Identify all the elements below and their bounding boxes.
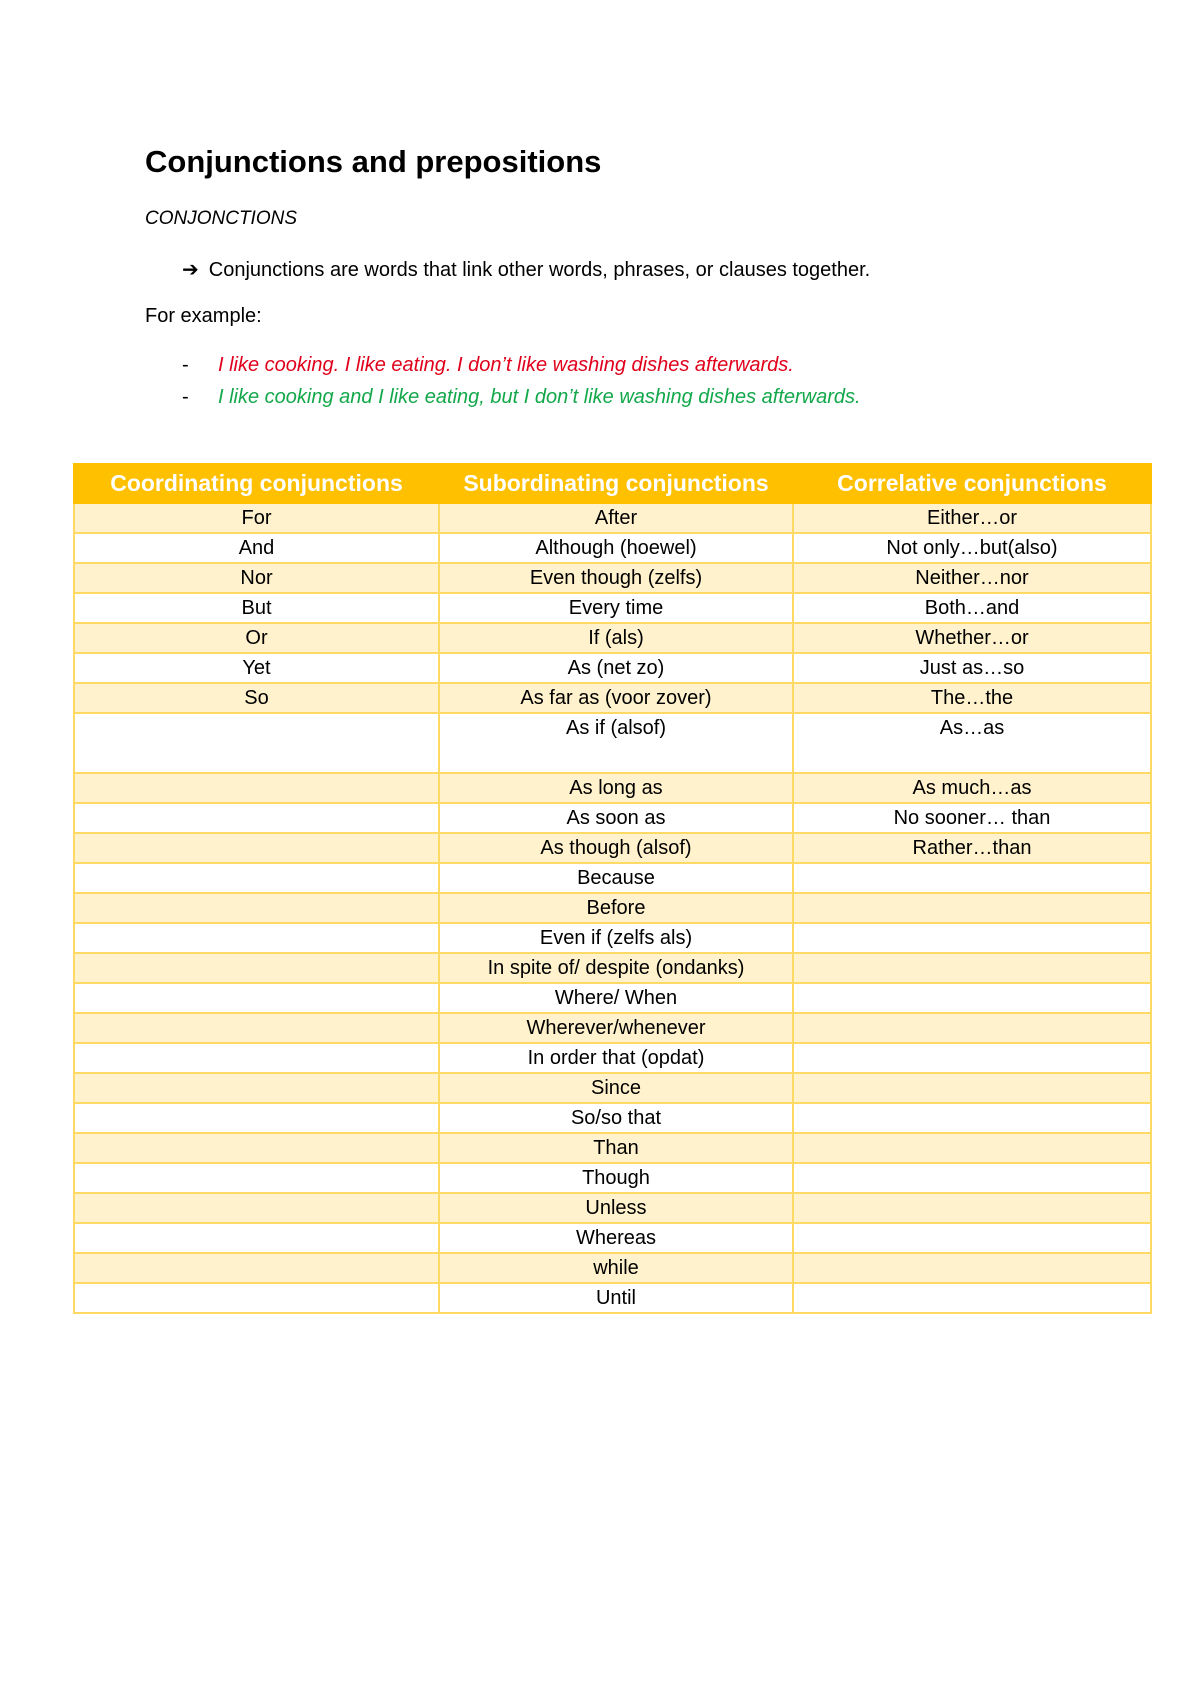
table-header-row bbox=[74, 464, 1151, 503]
cell-subordinating: As long as bbox=[439, 773, 793, 803]
cell-subordinating: Even if (zelfs als) bbox=[439, 923, 793, 953]
cell-subordinating: As soon as bbox=[439, 803, 793, 833]
example-text: I like cooking. I like eating. I don’t like washing dishes afterwards. bbox=[218, 354, 794, 376]
cell-coordinating bbox=[74, 863, 439, 893]
cell-correlative bbox=[793, 863, 1151, 893]
table-row bbox=[74, 1073, 1151, 1103]
table-row bbox=[74, 593, 1151, 623]
table-row bbox=[74, 863, 1151, 893]
table-row bbox=[74, 833, 1151, 863]
cell-correlative: Not only…but(also) bbox=[793, 533, 1151, 563]
cell-subordinating: Wherever/whenever bbox=[439, 1013, 793, 1043]
cell-subordinating: As if (alsof) bbox=[439, 713, 793, 773]
example-item bbox=[182, 354, 794, 377]
cell-coordinating bbox=[74, 1013, 439, 1043]
cell-coordinating bbox=[74, 1073, 439, 1103]
cell-subordinating: In order that (opdat) bbox=[439, 1043, 793, 1073]
definition-line bbox=[182, 257, 870, 282]
cell-correlative bbox=[793, 983, 1151, 1013]
table-row bbox=[74, 1283, 1151, 1313]
cell-subordinating: Where/ When bbox=[439, 983, 793, 1013]
cell-correlative: Either…or bbox=[793, 503, 1151, 533]
section-label: CONJONCTIONS bbox=[145, 208, 297, 229]
header-subordinating: Subordinating conjunctions bbox=[439, 464, 793, 503]
table-row bbox=[74, 563, 1151, 593]
cell-correlative bbox=[793, 1133, 1151, 1163]
cell-correlative bbox=[793, 923, 1151, 953]
table-row bbox=[74, 1223, 1151, 1253]
cell-subordinating: As (net zo) bbox=[439, 653, 793, 683]
cell-coordinating: Yet bbox=[74, 653, 439, 683]
cell-subordinating: while bbox=[439, 1253, 793, 1283]
cell-coordinating bbox=[74, 1223, 439, 1253]
table-row bbox=[74, 803, 1151, 833]
table-row bbox=[74, 623, 1151, 653]
table-row bbox=[74, 533, 1151, 563]
table-row bbox=[74, 1163, 1151, 1193]
cell-correlative bbox=[793, 1193, 1151, 1223]
cell-subordinating: Even though (zelfs) bbox=[439, 563, 793, 593]
cell-correlative bbox=[793, 893, 1151, 923]
table-row bbox=[74, 1253, 1151, 1283]
cell-coordinating bbox=[74, 1043, 439, 1073]
cell-subordinating: Since bbox=[439, 1073, 793, 1103]
cell-correlative: Whether…or bbox=[793, 623, 1151, 653]
cell-subordinating: As though (alsof) bbox=[439, 833, 793, 863]
definition-text: Conjunctions are words that link other words, phrases, or clauses together. bbox=[208, 259, 871, 281]
cell-subordinating: If (als) bbox=[439, 623, 793, 653]
cell-correlative: No sooner… than bbox=[793, 803, 1151, 833]
table-row bbox=[74, 683, 1151, 713]
table-row bbox=[74, 713, 1151, 773]
cell-subordinating: Every time bbox=[439, 593, 793, 623]
cell-coordinating bbox=[74, 833, 439, 863]
table-row bbox=[74, 653, 1151, 683]
cell-coordinating bbox=[74, 953, 439, 983]
arrow-right-icon: ➔ bbox=[182, 259, 199, 281]
cell-subordinating: As far as (voor zover) bbox=[439, 683, 793, 713]
cell-subordinating: Though bbox=[439, 1163, 793, 1193]
table-row bbox=[74, 773, 1151, 803]
example-item bbox=[182, 386, 861, 409]
cell-correlative bbox=[793, 1223, 1151, 1253]
table-body bbox=[74, 503, 1151, 1313]
cell-subordinating: In spite of/ despite (ondanks) bbox=[439, 953, 793, 983]
cell-subordinating: After bbox=[439, 503, 793, 533]
table-row bbox=[74, 1013, 1151, 1043]
cell-coordinating bbox=[74, 803, 439, 833]
cell-correlative: As…as bbox=[793, 713, 1151, 773]
cell-coordinating bbox=[74, 1133, 439, 1163]
cell-subordinating: So/so that bbox=[439, 1103, 793, 1133]
cell-correlative bbox=[793, 953, 1151, 983]
cell-coordinating: And bbox=[74, 533, 439, 563]
table-row bbox=[74, 983, 1151, 1013]
cell-correlative bbox=[793, 1283, 1151, 1313]
table-row bbox=[74, 1043, 1151, 1073]
cell-correlative: The…the bbox=[793, 683, 1151, 713]
cell-subordinating: Whereas bbox=[439, 1223, 793, 1253]
table-row bbox=[74, 923, 1151, 953]
cell-subordinating: Unless bbox=[439, 1193, 793, 1223]
example-label: For example: bbox=[145, 305, 262, 327]
cell-coordinating: So bbox=[74, 683, 439, 713]
page-title: Conjunctions and prepositions bbox=[145, 144, 602, 179]
table-row bbox=[74, 1193, 1151, 1223]
cell-correlative bbox=[793, 1163, 1151, 1193]
bullet-dash: - bbox=[182, 386, 189, 408]
cell-coordinating bbox=[74, 1253, 439, 1283]
cell-coordinating bbox=[74, 923, 439, 953]
cell-correlative: As much…as bbox=[793, 773, 1151, 803]
cell-correlative: Both…and bbox=[793, 593, 1151, 623]
conjunctions-table bbox=[73, 463, 1152, 1314]
table-row bbox=[74, 953, 1151, 983]
cell-correlative: Rather…than bbox=[793, 833, 1151, 863]
cell-coordinating bbox=[74, 983, 439, 1013]
cell-coordinating: For bbox=[74, 503, 439, 533]
example-text: I like cooking and I like eating, but I don’t like washing dishes afterwards. bbox=[218, 386, 861, 408]
cell-coordinating bbox=[74, 1103, 439, 1133]
cell-coordinating bbox=[74, 1193, 439, 1223]
cell-coordinating bbox=[74, 1163, 439, 1193]
cell-subordinating: Although (hoewel) bbox=[439, 533, 793, 563]
cell-coordinating: But bbox=[74, 593, 439, 623]
cell-correlative bbox=[793, 1253, 1151, 1283]
cell-coordinating bbox=[74, 1283, 439, 1313]
cell-correlative bbox=[793, 1013, 1151, 1043]
table-row bbox=[74, 503, 1151, 533]
table-row bbox=[74, 1103, 1151, 1133]
cell-coordinating: Nor bbox=[74, 563, 439, 593]
header-correlative: Correlative conjunctions bbox=[793, 464, 1151, 503]
table-row bbox=[74, 893, 1151, 923]
cell-correlative bbox=[793, 1103, 1151, 1133]
cell-subordinating: Because bbox=[439, 863, 793, 893]
header-coordinating: Coordinating conjunctions bbox=[74, 464, 439, 503]
cell-subordinating: Than bbox=[439, 1133, 793, 1163]
cell-correlative bbox=[793, 1043, 1151, 1073]
cell-correlative: Neither…nor bbox=[793, 563, 1151, 593]
cell-coordinating bbox=[74, 713, 439, 773]
table-row bbox=[74, 1133, 1151, 1163]
cell-coordinating bbox=[74, 773, 439, 803]
cell-subordinating: Until bbox=[439, 1283, 793, 1313]
bullet-dash: - bbox=[182, 354, 189, 376]
cell-coordinating: Or bbox=[74, 623, 439, 653]
cell-correlative: Just as…so bbox=[793, 653, 1151, 683]
cell-subordinating: Before bbox=[439, 893, 793, 923]
cell-coordinating bbox=[74, 893, 439, 923]
cell-correlative bbox=[793, 1073, 1151, 1103]
